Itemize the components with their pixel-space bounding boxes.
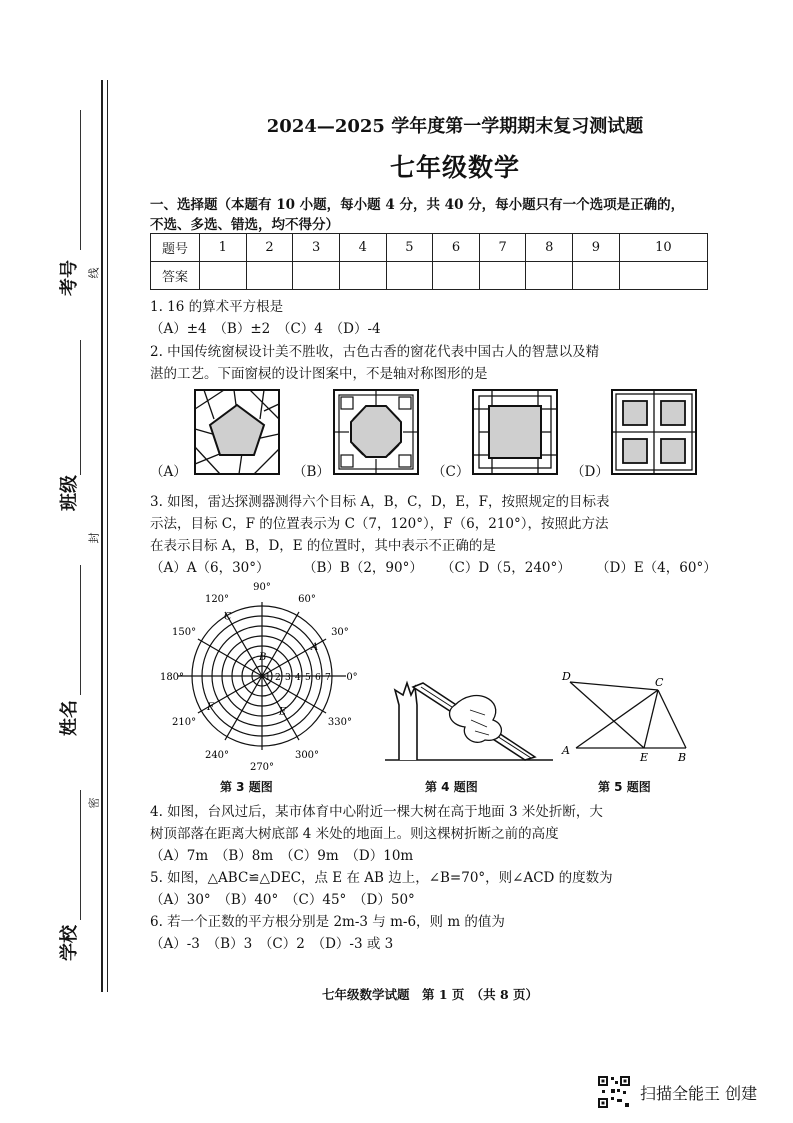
radar-ring-label: 2 <box>275 673 281 683</box>
window-figure-c <box>472 389 558 475</box>
q4-stem-line1: 4. 如图，台风过后，某市体育中心附近一棵大树在高于地面 3 米处折断，大 <box>150 804 603 820</box>
radar-angle-label: 30° <box>331 627 349 638</box>
table-cell: 2 <box>246 234 293 262</box>
answer-cell[interactable] <box>433 262 480 290</box>
line-mark: 线 <box>87 267 101 279</box>
seal-mark: 封 <box>87 532 101 544</box>
radar-ring-label: 3 <box>285 673 291 683</box>
name-underline <box>80 565 81 695</box>
section-heading-line2: 不选、多选、错选，均不得分） <box>150 217 339 233</box>
q1-stem: 1. 16 的算术平方根是 <box>150 299 284 315</box>
q2-label-b: （B） <box>293 464 330 480</box>
triangle-vertex-label: D <box>562 670 571 683</box>
table-cell: 4 <box>339 234 386 262</box>
answer-cell[interactable] <box>619 262 707 290</box>
window-figure-a <box>194 389 280 475</box>
radar-angle-label: 90° <box>253 582 271 593</box>
radar-ring-label: 4 <box>295 673 301 683</box>
radar-ring-label: 5 <box>305 673 311 683</box>
q2-stem-line1: 2. 中国传统窗棂设计美不胜收，古色古香的窗花代表中国古人的智慧以及精 <box>150 344 600 360</box>
class-label: 班级 <box>59 475 80 511</box>
answer-cell[interactable] <box>246 262 293 290</box>
name-label: 姓名 <box>59 700 80 736</box>
q3-option-d: （D）E（4，60°） <box>596 560 717 576</box>
radar-angle-label: 300° <box>294 749 320 761</box>
table-cell: 10 <box>619 234 707 262</box>
window-figure-b <box>333 389 419 475</box>
figure3-caption: 第 3 题图 <box>220 780 273 794</box>
radar-angle-label: 120° <box>204 594 230 606</box>
radar-point-label: C <box>224 611 232 623</box>
table-cell: 3 <box>293 234 340 262</box>
answer-table-row-numbers <box>151 234 708 262</box>
q6-options: （A）-3 （B）3 （C）2 （D）-3 或 3 <box>150 936 394 952</box>
radar-point-label: B <box>259 652 267 663</box>
radar-spoke <box>262 612 299 676</box>
exam-subtitle: 七年级数学 <box>389 153 520 182</box>
radar-angle-label: 0° <box>346 672 358 683</box>
table-cell: 7 <box>479 234 526 262</box>
triangles-figure <box>560 668 700 768</box>
school-label: 学校 <box>59 925 80 961</box>
section-heading-line1: 一、选择题（本题有 10 小题，每小题 4 分，共 40 分，每小题只有一个选项是正确的， <box>150 197 685 213</box>
radar-angle-label: 210° <box>172 717 197 728</box>
answer-cell[interactable] <box>339 262 386 290</box>
school-underline <box>80 790 81 920</box>
radar-ring-label: 6 <box>315 673 321 683</box>
table-cell: 8 <box>526 234 573 262</box>
q4-options: （A）7m （B）8m （C）9m （D）10m <box>150 848 414 864</box>
radar-angle-label: 240° <box>204 749 230 761</box>
scanner-watermark: 扫描全能王 创建 <box>640 1084 758 1103</box>
answer-cell[interactable] <box>573 262 620 290</box>
triangle-vertex-label: A <box>562 744 570 757</box>
class-underline <box>80 340 81 475</box>
q2-stem-line2: 湛的工艺。下面窗棂的设计图案中，不是轴对称图形的是 <box>150 366 488 382</box>
q3-stem-line1: 3. 如图，雷达探测器测得六个目标 A，B，C，D，E，F，按照规定的目标表 <box>150 494 610 510</box>
radar-angle-label: 330° <box>327 717 352 728</box>
radar-spoke <box>225 676 262 740</box>
radar-point-label: F <box>207 702 214 713</box>
q5-stem: 5. 如图，△ABC≌△DEC，点 E 在 AB 边上，∠B=70°，则∠ACD 的度数为 <box>150 870 613 886</box>
exam-no-underline <box>80 110 81 250</box>
answer-cell[interactable] <box>293 262 340 290</box>
q2-label-a: （A） <box>150 464 187 480</box>
row-label-answer: 答案 <box>151 262 200 290</box>
radar-angle-label: 60° <box>298 594 316 606</box>
figure5-caption: 第 5 题图 <box>598 780 651 794</box>
q3-option-a: （A）A（6，30°） <box>150 560 270 576</box>
binding-line-outer <box>101 80 103 992</box>
q5-options: （A）30° （B）40° （C）45° （D）50° <box>150 892 415 908</box>
radar-ring-label: 1 <box>265 673 271 683</box>
exam-title: 2024—2025 学年度第一学期期末复习测试题 <box>266 116 644 137</box>
table-cell: 5 <box>386 234 433 262</box>
q3-stem-line3: 在表示目标 A，B，D，E 的位置时，其中表示不正确的是 <box>150 538 496 554</box>
figure4-caption: 第 4 题图 <box>425 780 478 794</box>
dense-mark: 密 <box>87 797 101 809</box>
table-cell: 9 <box>573 234 620 262</box>
radar-angle-label: 180° <box>159 672 185 683</box>
q3-stem-line2: 示法，目标 C，F 的位置表示为 C（7，120°），F（6，210°），按照此方法 <box>150 516 609 532</box>
answer-cell[interactable] <box>200 262 247 290</box>
radar-spoke <box>198 639 262 676</box>
radar-point-label: A <box>310 642 319 653</box>
window-figure-d <box>611 389 697 475</box>
exam-no-label: 考号 <box>59 260 80 296</box>
row-label-number: 题号 <box>151 234 200 262</box>
q1-options: （A）±4 （B）±2 （C）4 （D）-4 <box>150 321 381 337</box>
page-footer: 七年级数学试题 第 1 页 （共 8 页） <box>321 987 539 1002</box>
q2-label-d: （D） <box>571 464 609 480</box>
q2-label-c: （C） <box>432 464 470 480</box>
q4-stem-line2: 树顶部落在距离大树底部 4 米处的地面上。则这棵树折断之前的高度 <box>150 826 559 842</box>
radar-figure <box>150 578 380 778</box>
qr-code-icon <box>597 1075 631 1109</box>
radar-point-label: E <box>279 706 287 718</box>
radar-angle-label: 270° <box>249 762 275 773</box>
triangle-vertex-label: C <box>655 676 664 689</box>
table-cell: 1 <box>200 234 247 262</box>
answer-cell[interactable] <box>386 262 433 290</box>
radar-angle-label: 150° <box>172 627 197 638</box>
triangle-vertex-label: B <box>678 751 687 764</box>
answer-cell[interactable] <box>479 262 526 290</box>
q3-option-b: （B）B（2，90°） <box>303 560 423 576</box>
table-cell: 6 <box>433 234 480 262</box>
q3-option-c: （C）D（5，240°） <box>441 560 571 576</box>
answer-cell[interactable] <box>526 262 573 290</box>
radar-ring-label: 7 <box>325 673 331 683</box>
broken-tree-figure <box>385 665 555 765</box>
answer-table-row-answers <box>151 262 708 290</box>
binding-line-inner <box>107 80 108 992</box>
triangle-vertex-label: E <box>640 751 649 764</box>
q6-stem: 6. 若一个正数的平方根分别是 2m-3 与 m-6，则 m 的值为 <box>150 914 505 930</box>
answer-table <box>150 233 708 290</box>
